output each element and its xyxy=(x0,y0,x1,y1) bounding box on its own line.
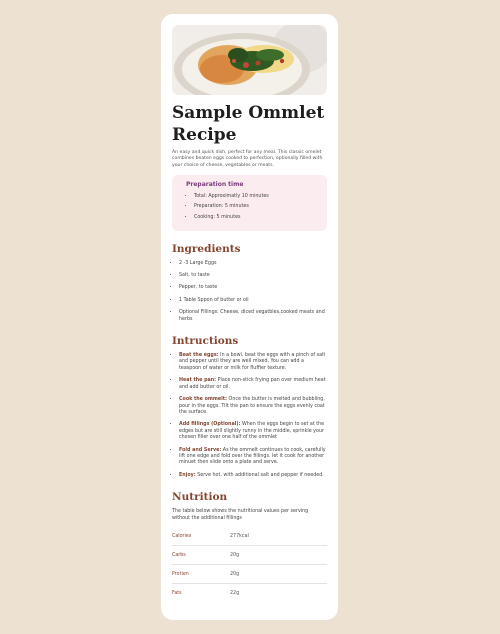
nutrition-label: Protien xyxy=(172,564,230,583)
step-name: Add fillings (Optional): xyxy=(179,422,241,428)
title-line-1: Sample Ommlet xyxy=(172,103,325,123)
omelette-image xyxy=(172,25,327,95)
ingredient-item: • Optional Fillings: Cheese, diced vegatbles,cooked meats and herbs xyxy=(179,310,327,323)
table-row xyxy=(172,545,327,564)
nutrition-value: 277kcal xyxy=(230,527,327,546)
step-name: Fold and Serve: xyxy=(179,447,222,453)
step-name: Heat the pan: xyxy=(179,378,217,384)
ingredients-heading: Ingredients xyxy=(172,242,241,255)
step-text: Once the butter is melted and bubbling, pour in the eggs. Tilt the pan to ensure the eggs evenly coat the surface. xyxy=(179,397,325,415)
table-row xyxy=(172,583,327,602)
nutrition-heading: Nutrition xyxy=(172,491,228,504)
preparation-time-title: Preparation time xyxy=(186,180,244,188)
step-text: In a bowl, beat the eggs with a pinch of salt and pepper until they are well mixed. You can add a teaspoon of water or milk for fluffier texture. xyxy=(179,353,326,371)
nutrition-value: 22g xyxy=(230,590,240,596)
prep-item: • Total: Approximatly 10 minutes xyxy=(194,194,319,199)
step-name: Cook the ommelt: xyxy=(179,397,228,403)
nutrition-label: Fats xyxy=(172,590,182,596)
title-line-2: Recipe xyxy=(172,125,237,145)
instructions-heading: Intructions xyxy=(172,335,239,348)
step-name: Beat the eggs: xyxy=(179,353,219,359)
instruction-step xyxy=(179,378,327,391)
instructions-list xyxy=(172,353,327,479)
table-row xyxy=(172,527,327,546)
step-text: When the eggs begin to set at the edges but are still slightly runny in the middle, sprinkle your chosen filler over one half of the ommlet xyxy=(179,422,325,441)
nutrition-intro: The table below shows the nutritional values per serving without the additional fillings xyxy=(172,509,309,521)
step-text: Serve hot, with additional salt and pepper if needed. xyxy=(195,472,324,478)
instruction-step xyxy=(179,353,327,372)
table-row xyxy=(172,564,327,583)
instruction-step xyxy=(179,448,327,467)
preparation-time-list xyxy=(186,194,319,220)
ingredient-item: • Salt, to taste xyxy=(179,273,327,279)
ingredient-item: • 1 Table Sppon of butter or oil xyxy=(179,298,327,304)
recipe-content xyxy=(172,102,327,602)
nutrition-label: Carbs xyxy=(172,545,230,564)
instruction-step xyxy=(179,473,327,479)
recipe-card xyxy=(161,14,338,620)
prep-item: • Preparation: 5 minutes xyxy=(194,204,319,209)
ingredient-item: • Pepper, to taste xyxy=(179,285,327,291)
step-name: Enjoy: xyxy=(179,472,196,478)
ingredients-list xyxy=(172,261,327,323)
recipe-intro: An easy and quick dish, perfect for any meal. This classic omelet combines beaten eggs cooked to perfection, optionally filled with your choice of cheese, vegetables or meats. xyxy=(172,150,323,168)
nutrition-value: 20g xyxy=(230,545,327,564)
instruction-step xyxy=(179,422,327,441)
nutrition-label: Calories xyxy=(172,527,230,546)
prep-item: • Cooking: 5 minutes xyxy=(194,215,319,220)
step-text: As the ommelt continues to cook, carefully lift one edge and fold over the fillings. let it cook for another minuet then slide onto a plate and serve. xyxy=(179,447,326,466)
nutrition-table xyxy=(172,527,327,602)
page-title xyxy=(172,102,327,146)
nutrition-value: 20g xyxy=(230,564,327,583)
step-text: Place non-stick frying pan over medium heat and add butter or oil. xyxy=(179,378,326,390)
ingredient-item: • 2 -3 Large Eggs xyxy=(179,261,327,267)
instruction-step xyxy=(179,397,327,416)
preparation-time-box xyxy=(172,175,327,231)
